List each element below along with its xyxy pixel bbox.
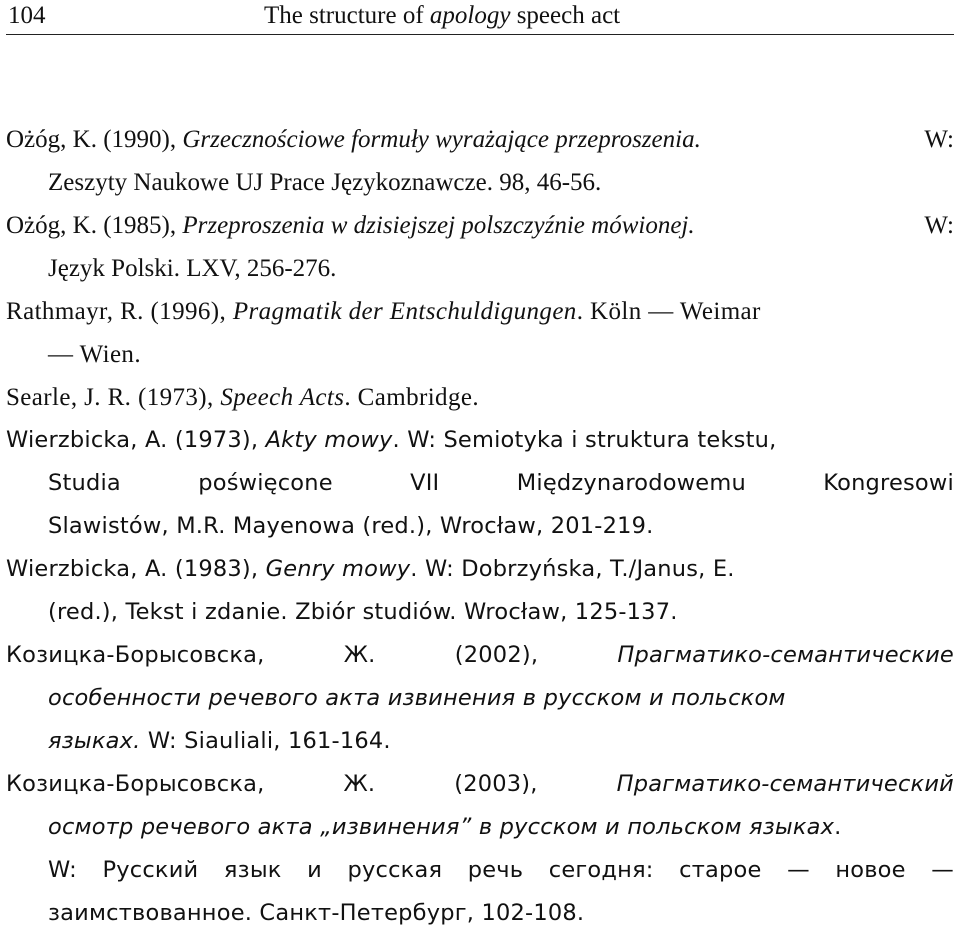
- reference-entry: [6, 419, 954, 548]
- reference-line: Ożóg, K. (1990), Grzecznościowe formuły wyrażające przeproszenia. W:: [6, 126, 954, 153]
- reference-line: заимствованное. Санкт-Петербург, 102-108.: [48, 900, 585, 926]
- reference-line: (red.), Tekst i zdanie. Zbiór studiów. Wrocław, 125-137.: [48, 599, 678, 625]
- running-head: [6, 0, 954, 35]
- running-head-italic-word: apology: [429, 2, 511, 29]
- reference-line: Wierzbicka, A. (1983), Genry mowy. W: Dobrzyńska, T./Janus, E.: [6, 556, 735, 582]
- reference-entry: [6, 548, 954, 634]
- reference-line: особенности речевого акта извинения в русском и польском: [48, 685, 786, 711]
- running-head-title: The structure of apology speech act: [264, 2, 621, 29]
- reference-entry: [6, 376, 954, 419]
- page-number: 104: [8, 2, 46, 29]
- reference-line: Zeszyty Naukowe UJ Prace Językoznawcze. 98, 46-56.: [48, 169, 602, 196]
- reference-line: осмотр речевого акта „извинения” в русском и польском языках.: [48, 814, 842, 840]
- reference-line: Wierzbicka, A. (1973), Akty mowy. W: Semiotyka i struktura tekstu,: [6, 427, 777, 453]
- reference-entry: [6, 763, 954, 935]
- reference-line: Slawistów, M.R. Mayenowa (red.), Wrocław, 201-219.: [48, 513, 654, 539]
- reference-line: Козицка-Борысовска, Ж. (2002), Прагматико-семантические: [6, 642, 954, 668]
- reference-line: языках. W: Siauliali, 161-164.: [48, 728, 391, 754]
- reference-entry: [6, 118, 954, 204]
- reference-line: — Wien.: [48, 341, 141, 368]
- reference-line: Козицка-Борысовска, Ж. (2003), Прагматико-семантический: [6, 771, 954, 797]
- reference-line: Język Polski. LXV, 256-276.: [48, 255, 337, 282]
- reference-entry: [6, 290, 954, 376]
- reference-line: Studia poświęcone VII Międzynarodowemu Kongresowi: [48, 470, 954, 496]
- reference-line: Searle, J. R. (1973), Speech Acts. Cambridge.: [6, 384, 479, 411]
- reference-line: Ożóg, K. (1985), Przeproszenia w dzisiejszej polszczyźnie mówionej. W:: [6, 212, 954, 239]
- reference-entry: [6, 204, 954, 290]
- reference-line: W: Русский язык и русская речь сегодня: старое — новое —: [48, 857, 954, 883]
- reference-entry: [6, 634, 954, 763]
- reference-line: Rathmayr, R. (1996), Pragmatik der Entschuldigungen. Köln — Weimar: [6, 298, 761, 325]
- reference-list: [6, 118, 954, 935]
